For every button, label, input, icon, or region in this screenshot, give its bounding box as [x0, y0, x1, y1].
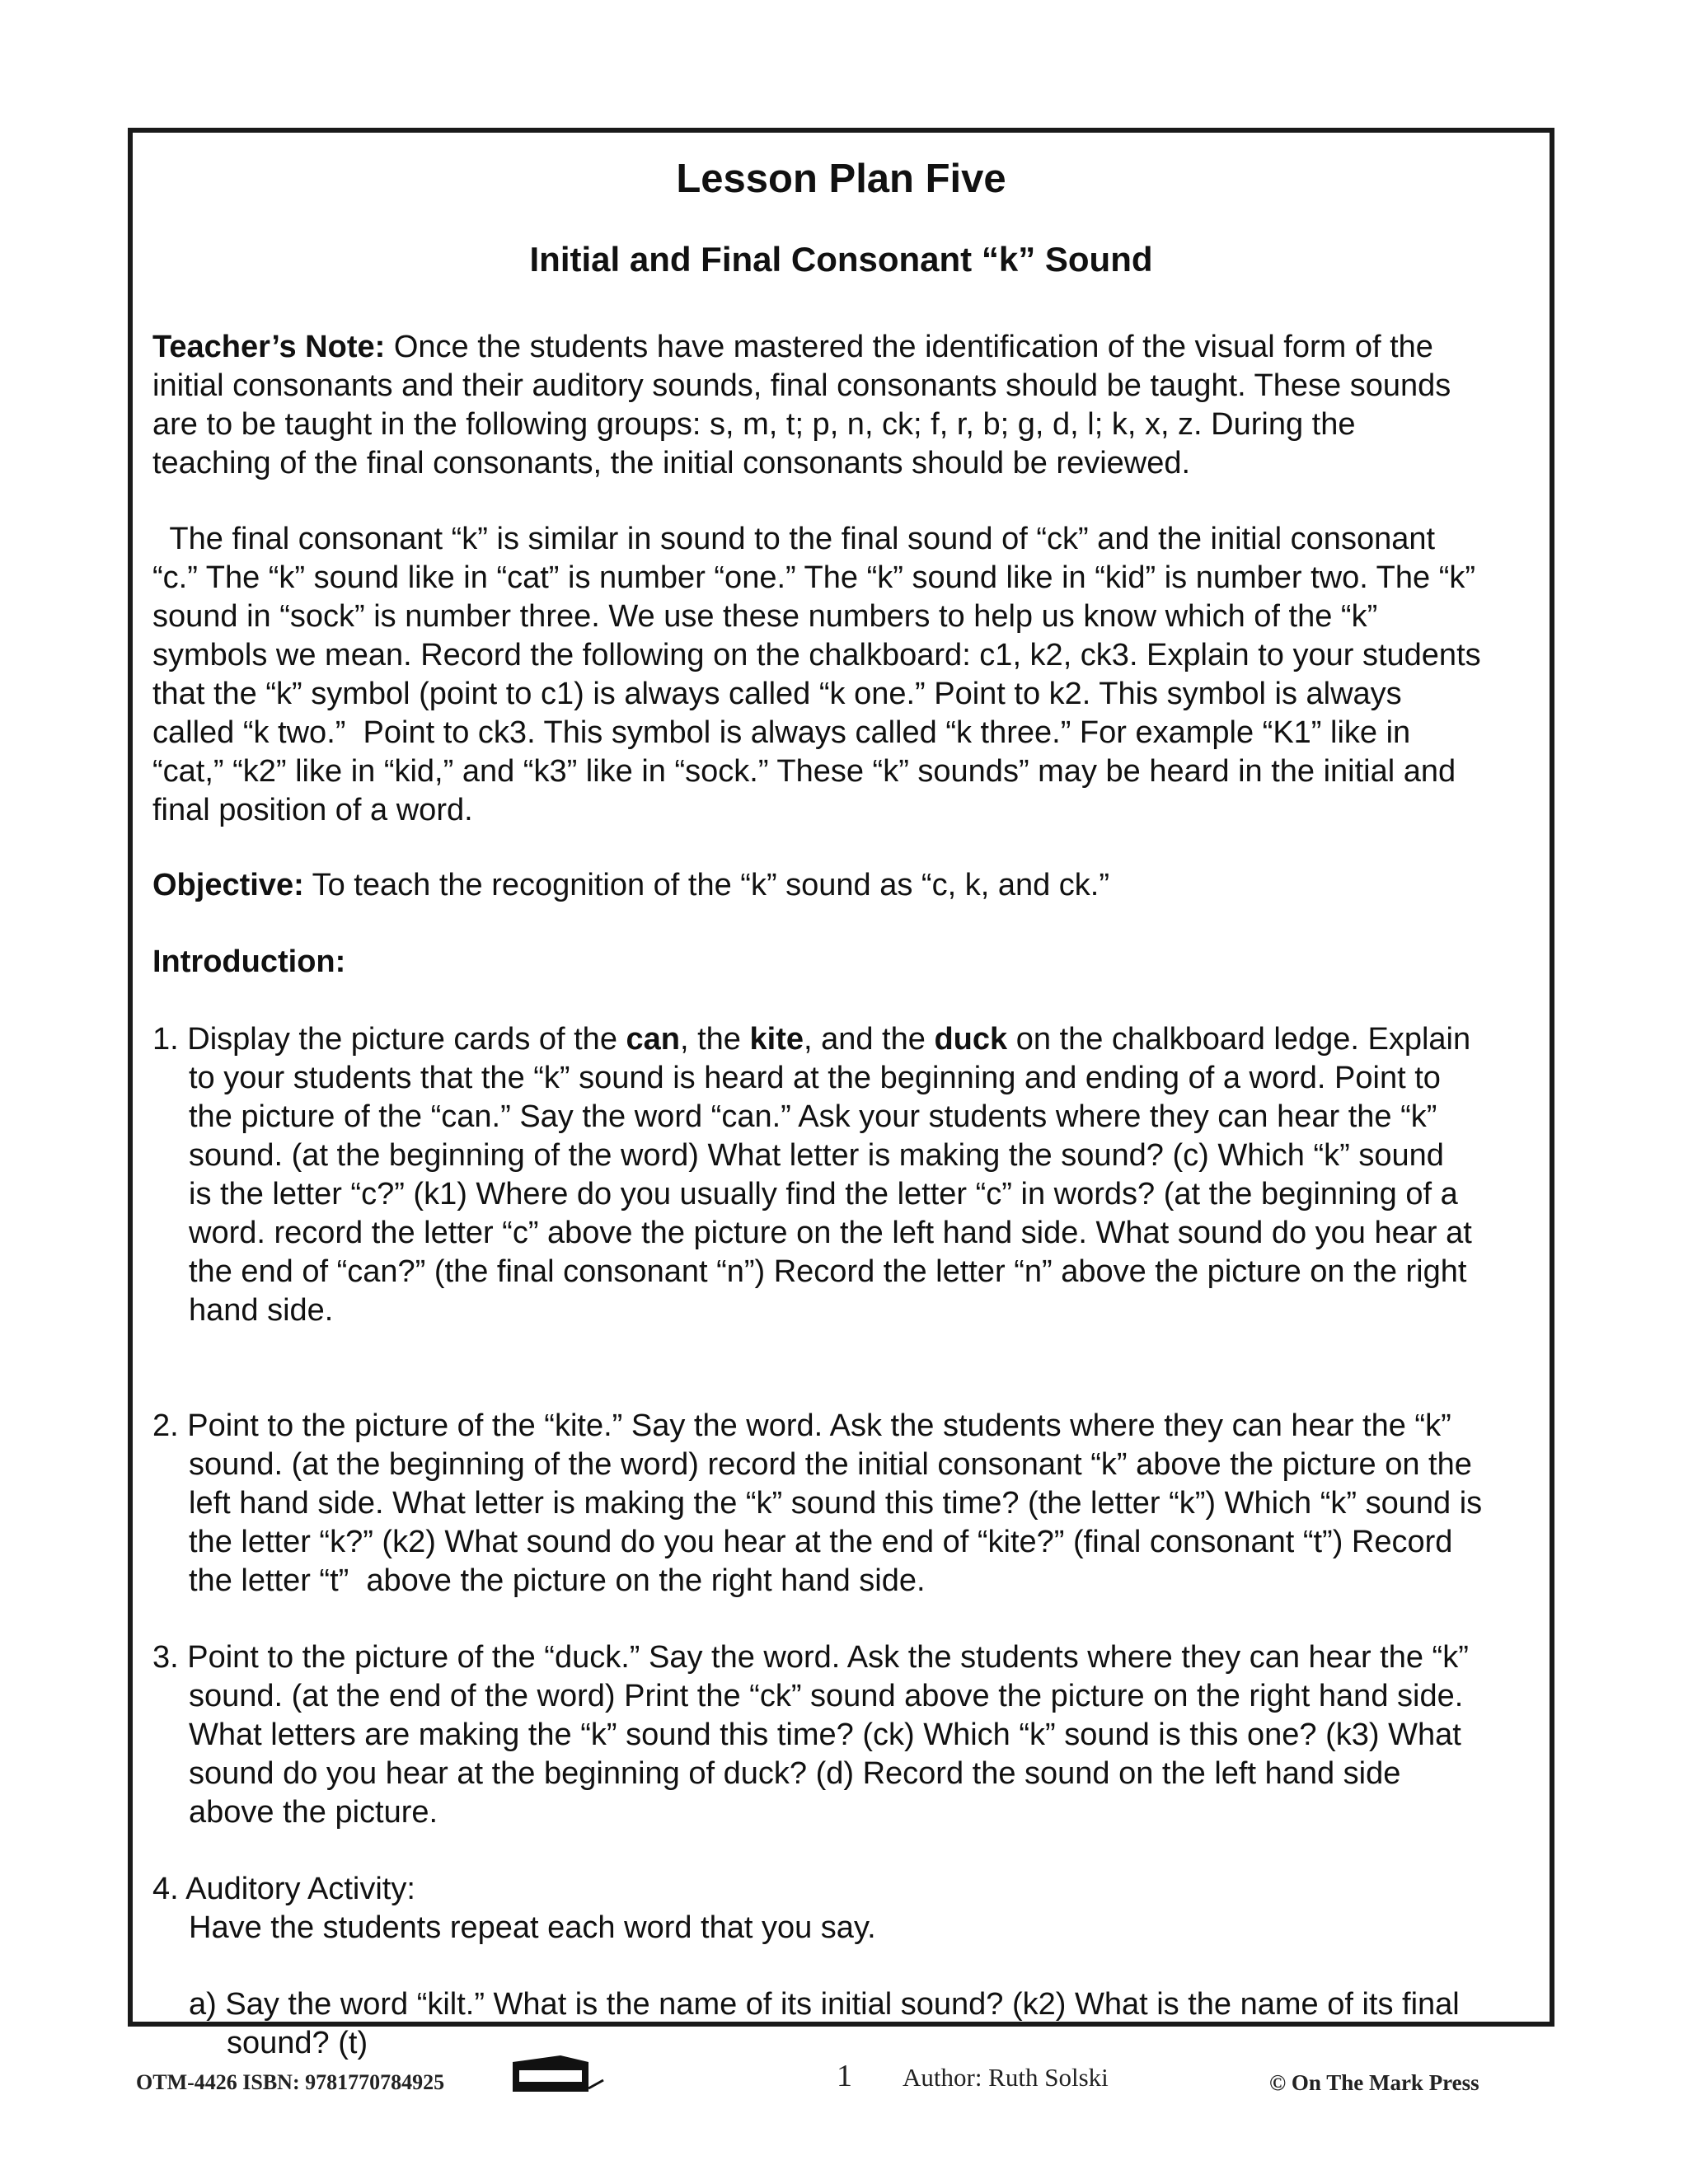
item-line: is the letter “c?” (k1) Where do you usually find the letter “c” in words? (at the beginning of a [189, 1177, 1458, 1212]
paragraph-line: that the “k” symbol (point to c1) is always called “k one.” Point to k2. This symbol is always [152, 677, 1402, 711]
teachers-note-line: Once the students have mastered the identification of the visual form of the [385, 330, 1433, 364]
objective-label: Objective: [152, 868, 304, 902]
item-line: 3. Point to the picture of the “duck.” Say the word. Ask the students where they can hear the “k” [152, 1640, 1469, 1675]
intro-item-1 [152, 1020, 1545, 1330]
teachers-note-line: teaching of the final consonants, the initial consonants should be reviewed. [152, 446, 1191, 480]
objective-text: To teach the recognition of the “k” sound as “c, k, and ck.” [303, 868, 1109, 902]
item-line: 2. Point to the picture of the “kite.” Say the word. Ask the students where they can hear the “k” [152, 1408, 1451, 1443]
item-text: , and the [803, 1022, 935, 1057]
paragraph-line: sound in “sock” is number three. We use these numbers to help us know which of the “k” [152, 599, 1378, 634]
teachers-note [152, 328, 1545, 483]
item-line: a) Say the word “kilt.” What is the name of its initial sound? (k2) What is the name of its final [189, 1987, 1460, 2022]
item-instruction: Have the students repeat each word that you say. [189, 1910, 876, 1945]
intro-item-4 [152, 1870, 1545, 1947]
teachers-note-line: are to be taught in the following groups: s, m, t; p, n, ck; f, r, b; g, d, l; k, x, z. During the [152, 407, 1356, 442]
k-sound-paragraph [152, 520, 1545, 830]
word-duck: duck [934, 1022, 1008, 1057]
page-frame [128, 128, 1554, 2060]
item-heading: 4. Auditory Activity: [152, 1872, 415, 1906]
teachers-note-label: Teacher’s Note: [152, 330, 386, 364]
paragraph-line: called “k two.” Point to ck3. This symbol is always called “k three.” For example “K1” like in [152, 715, 1411, 750]
intro-item-2 [152, 1407, 1545, 1601]
introduction-label: Introduction: [152, 944, 346, 979]
item-line: above the picture. [189, 1795, 438, 1830]
paragraph-line: “cat,” “k2” like in “kid,” and “k3” like in “sock.” These “k” sounds” may be heard in the initial and [152, 754, 1456, 789]
item-text: , the [680, 1022, 750, 1057]
intro-item-3 [152, 1638, 1545, 1832]
paragraph-line: “c.” The “k” sound like in “cat” is number “one.” The “k” sound like in “kid” is number two. The “k” [152, 560, 1475, 595]
item-line: sound. (at the beginning of the word) record the initial consonant “k” above the picture on the [189, 1447, 1472, 1482]
item-line: to your students that the “k” sound is heard at the beginning and ending of a word. Point to [189, 1061, 1441, 1095]
introduction-heading [152, 943, 1545, 982]
item-line: the picture of the “can.” Say the word “can.” Ask your students where they can hear the “k” [189, 1099, 1437, 1134]
page-number: 1 [837, 2059, 852, 2093]
item-line: hand side. [189, 1293, 334, 1328]
page-subtitle: Initial and Final Consonant “k” Sound [529, 240, 1153, 279]
item-line: the end of “can?” (the final consonant “n”) Record the letter “n” above the picture on the right [189, 1254, 1467, 1289]
item-line: the letter “k?” (k2) What sound do you hear at the end of “kite?” (final consonant “t”) Record [189, 1525, 1453, 1559]
item-text: 1. Display the picture cards of the [152, 1022, 626, 1057]
item-line: the letter “t” above the picture on the right hand side. [189, 1563, 926, 1598]
scissors-icon [511, 2055, 610, 2101]
paragraph-line: final position of a word. [152, 793, 473, 827]
item-line: sound do you hear at the beginning of duck? (d) Record the sound on the left hand side [189, 1756, 1401, 1791]
footer-author: Author: Ruth Solski [903, 2063, 1109, 2092]
paragraph-line: symbols we mean. Record the following on the chalkboard: c1, k2, ck3. Explain to your students [152, 638, 1481, 673]
intro-item-4a [152, 1985, 1545, 2063]
item-line: sound. (at the beginning of the word) What letter is making the sound? (c) Which “k” sound [189, 1138, 1444, 1173]
word-kite: kite [749, 1022, 804, 1057]
footer-copyright: © On The Mark Press [1269, 2070, 1479, 2095]
item-line: sound. (at the end of the word) Print the “ck” sound above the picture on the right hand side. [189, 1679, 1464, 1713]
teachers-note-line: initial consonants and their auditory sounds, final consonants should be taught. These sounds [152, 368, 1451, 403]
footer-isbn: OTM-4426 ISBN: 9781770784925 [136, 2070, 445, 2094]
word-can: can [626, 1022, 680, 1057]
item-line: What letters are making the “k” sound this time? (ck) Which “k” sound is this one? (k3) What [189, 1718, 1461, 1752]
paragraph-line: The final consonant “k” is similar in sound to the final sound of “ck” and the initial consonant [152, 522, 1436, 556]
item-text: on the chalkboard ledge. Explain [1007, 1022, 1471, 1057]
item-line: word. record the letter “c” above the picture on the left hand side. What sound do you hear at [189, 1216, 1472, 1250]
item-line: left hand side. What letter is making the “k” sound this time? (the letter “k”) Which “k” sound is [189, 1486, 1483, 1521]
objective [152, 866, 1545, 905]
item-line: sound? (t) [227, 2026, 368, 2060]
page-title: Lesson Plan Five [676, 157, 1006, 201]
